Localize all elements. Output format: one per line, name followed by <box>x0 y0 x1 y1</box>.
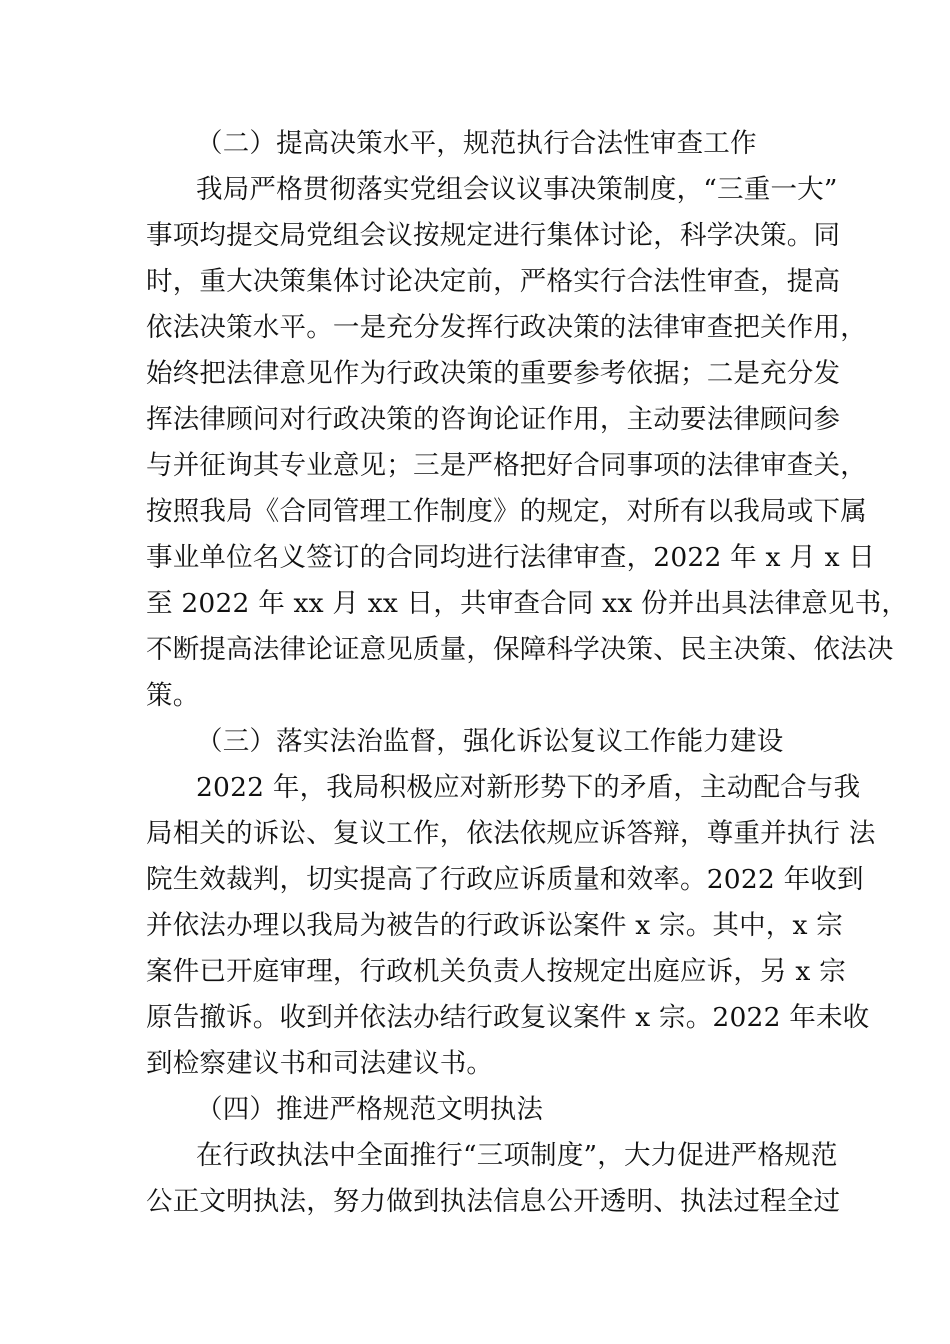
paragraph-line: 到检察建议书和司法建议书。 <box>146 1048 494 1079</box>
paragraph-line: 局相关的诉讼、复议工作，依法依规应诉答辩，尊重并执行 法 <box>146 818 876 849</box>
paragraph-line: 院生效裁判，切实提高了行政应诉质量和效率。2022 年收到 <box>146 864 864 895</box>
section-heading-3: （三）落实法治监督，强化诉讼复议工作能力建设 <box>196 726 784 757</box>
paragraph-line: 始终把法律意见作为行政决策的重要参考依据；二是充分发 <box>146 358 841 389</box>
paragraph-line: 并依法办理以我局为被告的行政诉讼案件 x 宗。其中，x 宗 <box>146 910 843 941</box>
paragraph-line: 案件已开庭审理，行政机关负责人按规定出庭应诉，另 x 宗 <box>146 956 846 987</box>
paragraph-line: 事业单位名义签订的合同均进行法律审查，2022 年 x 月 x 日 <box>146 542 876 573</box>
paragraph-line: 公正文明执法，努力做到执法信息公开透明、执法过程全过 <box>146 1186 841 1217</box>
section-heading-2: （二）提高决策水平，规范执行合法性审查工作 <box>196 128 757 159</box>
paragraph-line: 挥法律顾问对行政决策的咨询论证作用，主动要法律顾问参 <box>146 404 841 435</box>
paragraph-line: 与并征询其专业意见；三是严格把好合同事项的法律审查关， <box>146 450 867 481</box>
paragraph-line: 时，重大决策集体讨论决定前，严格实行合法性审查，提高 <box>146 266 841 297</box>
paragraph-line: 2022 年，我局积极应对新形势下的矛盾，主动配合与我 <box>196 772 861 803</box>
paragraph-line: 在行政执法中全面推行“三项制度”，大力促进严格规范 <box>196 1140 838 1171</box>
paragraph-line: 按照我局《合同管理工作制度》的规定，对所有以我局或下属 <box>146 496 867 527</box>
section-heading-4: （四）推进严格规范文明执法 <box>196 1094 544 1125</box>
paragraph-line: 原告撤诉。收到并依法办结行政复议案件 x 宗。2022 年未收 <box>146 1002 870 1033</box>
paragraph-line: 我局严格贯彻落实党组会议议事决策制度，“三重一大” <box>196 174 838 205</box>
paragraph-line: 策。 <box>146 680 200 711</box>
paragraph-line: 至 2022 年 xx 月 xx 日，共审查合同 xx 份并出具法律意见书， <box>146 588 909 619</box>
paragraph-line: 事项均提交局党组会议按规定进行集体讨论，科学决策。同 <box>146 220 841 251</box>
paragraph-line: 依法决策水平。一是充分发挥行政决策的法律审查把关作用， <box>146 312 867 343</box>
paragraph-line: 不断提高法律论证意见质量，保障科学决策、民主决策、依法决 <box>146 634 894 665</box>
